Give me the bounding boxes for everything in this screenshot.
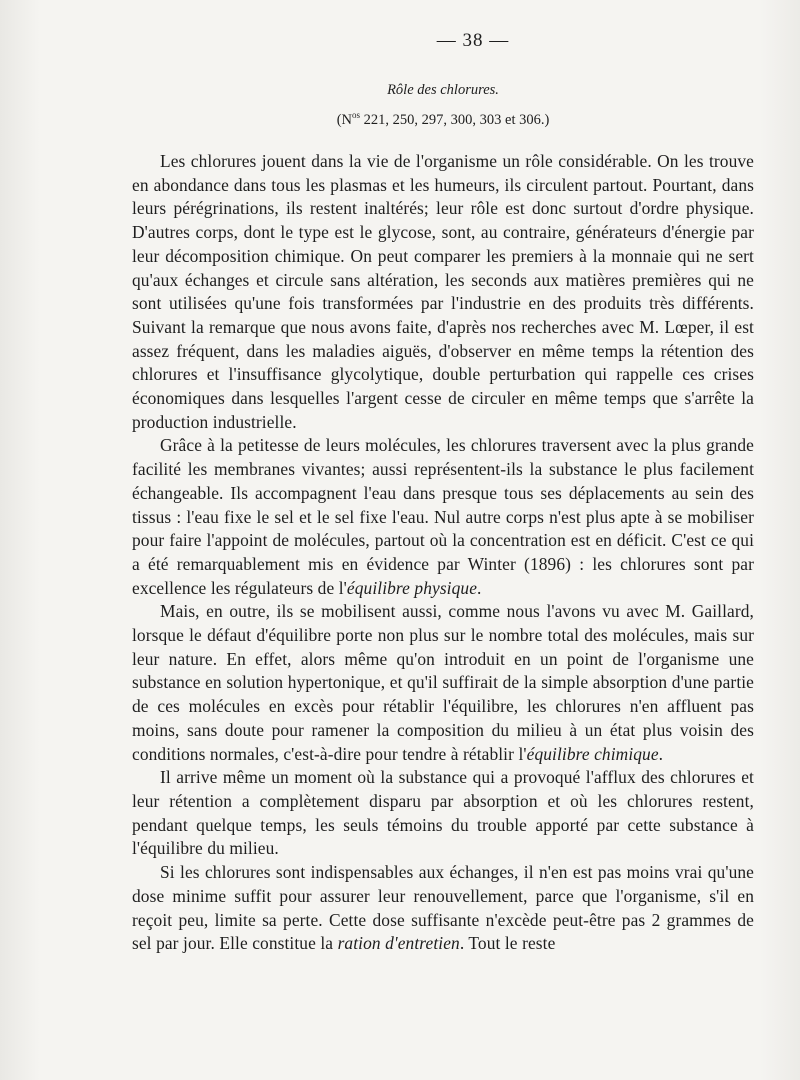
- section-title: Rôle des chlorures.: [387, 82, 499, 98]
- italic-phrase: équilibre physique: [346, 577, 478, 598]
- section-references: [132, 110, 754, 138]
- paragraph: [132, 434, 754, 600]
- page-number: — 38 —: [436, 30, 510, 51]
- paragraph: [132, 766, 754, 861]
- text-run: .: [477, 577, 482, 598]
- paragraph: [132, 150, 754, 434]
- text-run: Les chlorures jouent dans la vie de l'organisme un rôle considérable. On les trouve en abondance dans tous les plasmas et les humeurs, ils circulent partout. Pourtant, dans leurs pérégrinations, ils restent inaltérés; leur rôle est donc surtout d'ordre physique. D'autres corps, dont le type est le glycose, sont, au contraire, générateurs d'énergie par leur décomposition chimique. On peut comparer les premiers à la monnaie qui ne sert qu'aux échanges et circule sans altération, les seconds aux matières premières qui ne sont utilisées qu'une fois transformées par l'industrie en des produits très différents. Suivant la remarque que nous avons faite, d'après nos recherches avec M. Lœper, il est assez fréquent, dans les maladies aiguës, d'observer en même temps la rétention des chlorures et l'insuffisance glycolytique, double perturbation qui rappelle ces crises économiques dans lesquelles l'argent cesse de circuler en même temps que s'arrête la production industrielle.: [132, 151, 754, 432]
- text-run: Si les chlorures sont indispensables aux échanges, il n'en est pas moins vrai qu'une dose minime suffit pour assurer leur renouvellement, parce que l'organisme, s'il en reçoit peu, limite sa perte. Cette dose suffisante n'excède peut-être pas 2 grammes de sel par jour. Elle constitue la: [132, 862, 754, 954]
- refs-superscript: os: [352, 110, 361, 120]
- body-text: [132, 150, 754, 956]
- text-run: Mais, en outre, ils se mobilisent aussi, comme nous l'avons vu avec M. Gaillard, lorsque le défaut d'équilibre porte non plus sur le nombre total des molécules, mais sur leur nature. En effet, alors même qu'on introduit en un point de l'organisme une substance en solution hypertonique, et qu'il suffirait de la simple absorption d'une partie de ces molécules en excès pour rétablir l'équilibre, les chlorures n'en affluent pas moins, sans doute pour ramener la composition du milieu à un état plus voisin des conditions normales, c'est-à-dire pour tendre à rétablir l': [132, 601, 754, 764]
- italic-phrase: équilibre chimique: [526, 743, 659, 764]
- paragraph: [132, 861, 754, 956]
- text-run: .: [658, 743, 664, 764]
- refs-prefix: (N: [336, 111, 352, 128]
- text-run: Il arrive même un moment où la substance qui a provoqué l'afflux des chlorures et leur rétention a complètement disparu par absorption et où les chlorures restent, pendant quelque temps, les seuls témoins du trouble apporté par cette substance à l'équilibre du milieu.: [132, 767, 754, 859]
- text-run: Grâce à la petitesse de leurs molécules, les chlorures traversent avec la plus grande facilité les membranes vivantes; aussi représentent-ils la substance le plus facilement échangeable. Ils accompagnent l'eau dans presque tous ses déplacements au sein des tissus : l'eau fixe le sel et le sel fixe l'eau. Nul autre corps n'est plus apte à se mobiliser pour faire l'appoint de molécules, partout où la concentration est en déficit. C'est ce qui a été remarquablement mis en évidence par Winter (1896) : les chlorures sont par excellence les régulateurs de l': [132, 435, 754, 598]
- refs-numbers: 221, 250, 297, 300, 303 et 306.): [360, 111, 550, 128]
- text-run: . Tout le reste: [459, 933, 556, 954]
- paragraph: [132, 600, 754, 766]
- italic-phrase: ration d'entretien: [337, 933, 460, 954]
